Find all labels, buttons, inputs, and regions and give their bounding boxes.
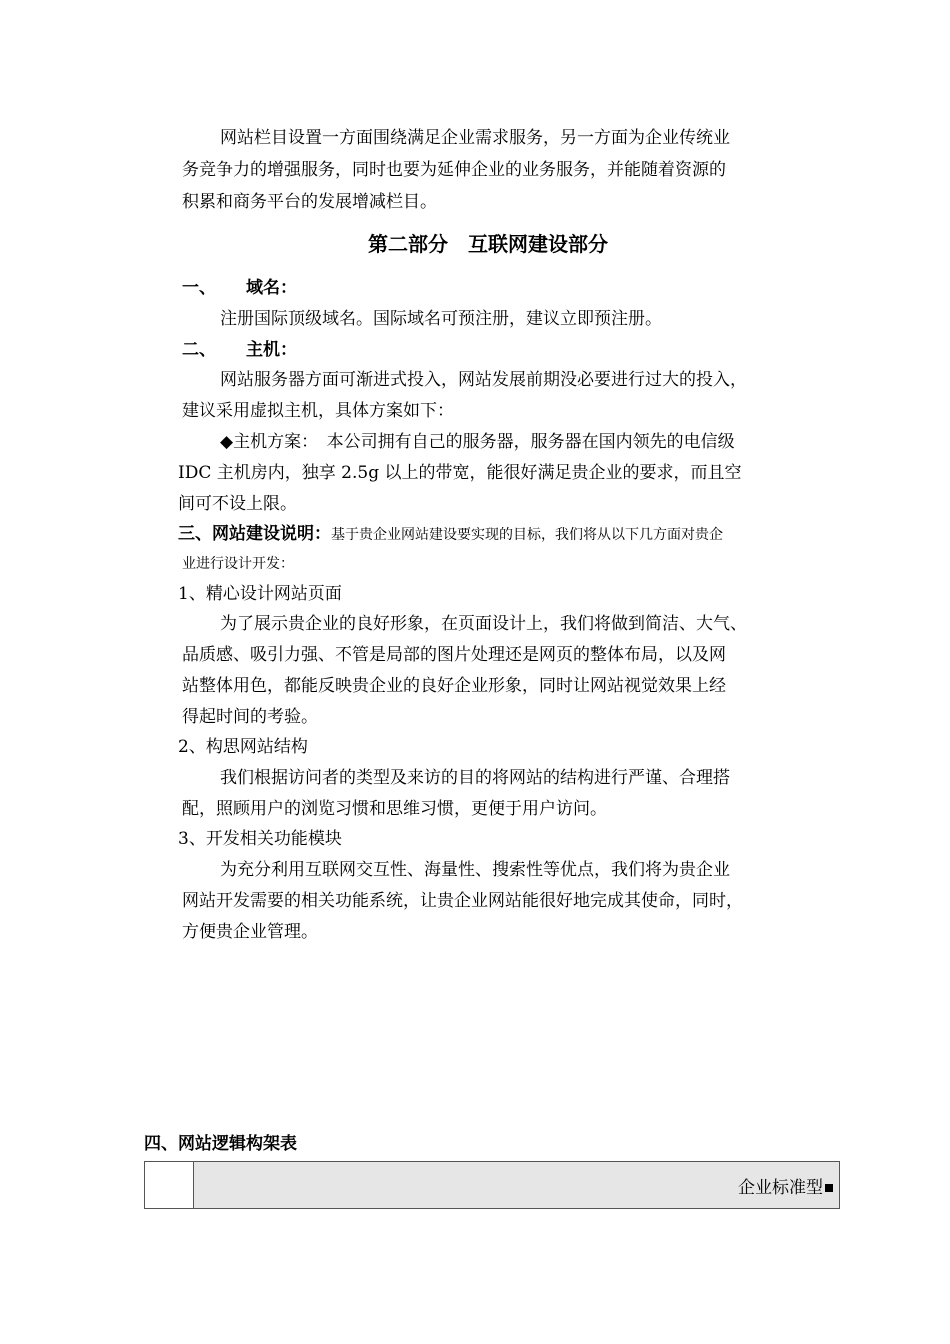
item-2-heading: 2、构思网站结构 bbox=[178, 737, 308, 757]
host-plan-line-1: ◆主机方案： 本公司拥有自己的服务器，服务器在国内领先的电信级 bbox=[220, 432, 735, 452]
item-3-line-3: 方便贵企业管理。 bbox=[182, 922, 318, 942]
item-1-line-1: 为了展示贵企业的良好形象，在页面设计上，我们将做到简洁、大气、 bbox=[220, 614, 747, 634]
square-marker-icon bbox=[825, 1184, 833, 1192]
section-4-title: 四、网站逻辑构架表 bbox=[144, 1134, 297, 1154]
section-3-line-1 bbox=[178, 518, 723, 551]
table-cell-blank bbox=[145, 1162, 194, 1209]
item-3-line-1: 为充分利用互联网交互性、海量性、搜索性等优点，我们将为贵企业 bbox=[220, 860, 730, 880]
section-1-title: 域名： bbox=[246, 278, 297, 298]
section-3-title: 三、网站建设说明： bbox=[178, 524, 331, 544]
table-row bbox=[145, 1162, 840, 1209]
host-plan-line-2: IDC 主机房内，独享 2.5g 以上的带宽，能很好满足贵企业的要求，而且空 bbox=[178, 463, 742, 483]
logic-architecture-table bbox=[144, 1161, 840, 1209]
item-1-line-4: 得起时间的考验。 bbox=[182, 707, 318, 727]
section-3-line-2: 业进行设计开发： bbox=[182, 556, 294, 572]
item-1-heading: 1、精心设计网站页面 bbox=[178, 584, 342, 604]
section-2-number: 二、 bbox=[182, 340, 216, 360]
section-1-number: 一、 bbox=[182, 278, 216, 298]
part-title: 第二部分 互联网建设部分 bbox=[368, 232, 608, 256]
intro-line-3: 积累和商务平台的发展增减栏目。 bbox=[182, 192, 437, 212]
table-header-cell bbox=[194, 1162, 840, 1209]
item-2-line-1: 我们根据访问者的类型及来访的目的将网站的结构进行严谨、合理搭 bbox=[220, 768, 730, 788]
intro-line-2: 务竞争力的增强服务，同时也要为延伸企业的业务服务，并能随着资源的 bbox=[182, 160, 726, 180]
host-plan-line-3: 间可不设上限。 bbox=[178, 494, 297, 514]
section-1-text: 注册国际顶级域名。国际域名可预注册，建议立即预注册。 bbox=[220, 309, 662, 329]
section-2-title: 主机： bbox=[246, 340, 297, 360]
item-1-line-3: 站整体用色，都能反映贵企业的良好企业形象，同时让网站视觉效果上经 bbox=[182, 676, 726, 696]
item-3-heading: 3、开发相关功能模块 bbox=[178, 829, 342, 849]
item-3-line-2: 网站开发需要的相关功能系统，让贵企业网站能很好地完成其使命，同时， bbox=[182, 891, 743, 911]
item-1-line-2: 品质感、吸引力强、不管是局部的图片处理还是网页的整体布局，以及网 bbox=[182, 645, 726, 665]
item-2-line-2: 配，照顾用户的浏览习惯和思维习惯，更便于用户访问。 bbox=[182, 799, 607, 819]
intro-line-1: 网站栏目设置一方面围绕满足企业需求服务，另一方面为企业传统业 bbox=[220, 128, 730, 148]
section-3-intro: 基于贵企业网站建设要实现的目标，我们将从以下几方面对贵企 bbox=[331, 527, 723, 543]
table-header-label: 企业标准型 bbox=[738, 1177, 823, 1198]
section-2-line-2: 建议采用虚拟主机，具体方案如下： bbox=[182, 401, 454, 421]
section-2-line-1: 网站服务器方面可渐进式投入，网站发展前期没必要进行过大的投入， bbox=[220, 370, 747, 390]
